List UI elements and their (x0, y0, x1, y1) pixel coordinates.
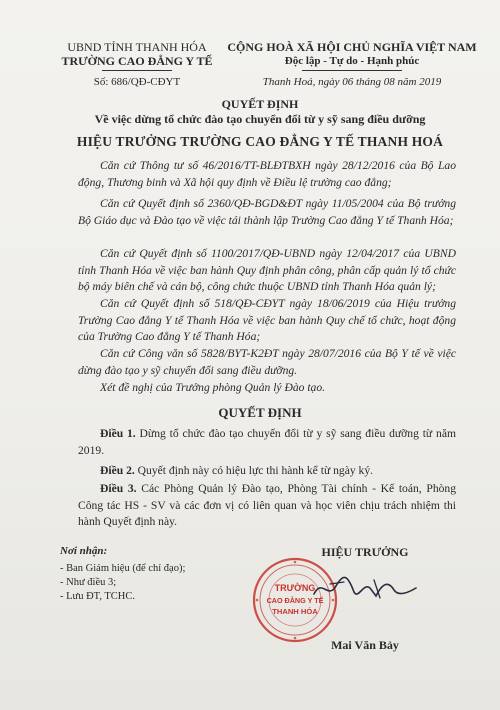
recipient-item-2: - Như điều 3; (60, 577, 117, 588)
article-3 (78, 481, 456, 531)
decision-heading: QUYẾT ĐỊNH (218, 405, 302, 420)
article-2 (78, 463, 456, 480)
issue-date: Thanh Hoá, ngày 06 tháng 08 năm 2019 (262, 76, 442, 88)
legal-basis-3: Căn cứ Quyết định số 1100/2017/QĐ-UBND ngày 12/04/2017 của UBND tỉnh Thanh Hóa về việc ban hành Quy định phân công, phân cấp quản lý tổ chức bộ máy biên chế và cán bộ, công chức thuộc UBND tỉnh Thanh Hóa quản lý; (78, 247, 456, 293)
signer-title: HIỆU TRƯỞNG (321, 545, 409, 559)
document-number: Số: 686/QĐ-CĐYT (93, 76, 181, 88)
article-3-label: Điều 3. (100, 482, 137, 495)
article-2-label: Điều 2. (100, 464, 135, 477)
legal-basis-5: Căn cứ Công văn số 5828/BYT-K2ĐT ngày 28/07/2016 của Bộ Y tế về việc dừng đào tạo y sỹ chuyển đổi sang điều dưỡng. (78, 347, 456, 377)
legal-basis-2: Căn cứ Quyết định số 2360/QĐ-BGD&ĐT ngày 11/05/2004 của Bộ trưởng Bộ Giáo dục và Đào tạo về việc tái thành lập Trường Cao đẳng Y tế Thanh Hóa; (78, 197, 456, 227)
legal-basis-4: Căn cứ Quyết định số 518/QĐ-CĐYT ngày 18/06/2019 của Hiệu trưởng Trường Cao đẳng Y tế Thanh Hóa về việc ban hành Quy chế tổ chức, hoạt động của Trường Cao đẳng Y tế Thanh Hóa; (78, 297, 456, 343)
article-1-text: Dừng tổ chức đào tạo chuyển đổi từ y sỹ sang điều dưỡng từ năm 2019. (78, 427, 456, 457)
header-right-rule (302, 70, 402, 71)
agency-name: UBND TỈNH THANH HÓA (67, 40, 207, 54)
legal-basis-6: Xét đề nghị của Trưởng phòng Quản lý Đào tạo. (100, 381, 326, 394)
recipient-item-1: - Ban Giám hiệu (để chỉ đạo); (60, 563, 186, 574)
recipient-item-3: - Lưu ĐT, TCHC. (60, 591, 136, 602)
school-name: TRƯỜNG CAO ĐẲNG Y TẾ (61, 54, 213, 68)
article-3-text: Các Phòng Quản lý Đào tạo, Phòng Tài chính - Kế toán, Phòng Công tác HS - SV và các đơn vị có liên quan và học viên chịu trách nhiệm thi hành Quyết định này. (78, 482, 456, 528)
recipients-heading: Nơi nhận: (60, 545, 108, 557)
signer-name: Mai Văn Bảy (331, 638, 399, 652)
country-name: CỘNG HOÀ XÃ HỘI CHỦ NGHĨA VIỆT NAM (227, 40, 477, 54)
national-motto: Độc lập - Tự do - Hạnh phúc (284, 55, 420, 67)
article-1 (78, 426, 456, 459)
article-2-text: Quyết định này có hiệu lực thi hành kể từ ngày ký. (134, 464, 374, 477)
issuer-title: HIỆU TRƯỞNG TRƯỜNG CAO ĐẲNG Y TẾ THANH HOÁ (76, 134, 444, 149)
stamp-line-1: TRƯỜNG (274, 583, 316, 593)
document-subtitle: Về việc dừng tổ chức đào tạo chuyển đổi từ y sỹ sang điều dưỡng (94, 112, 426, 126)
signature-icon (310, 570, 420, 604)
stamp-line-2: CAO ĐẲNG Y TẾ (266, 596, 324, 605)
header-left-rule (102, 70, 172, 71)
stamp-line-3: THANH HÓA (272, 607, 318, 616)
document-title: QUYẾT ĐỊNH (221, 97, 299, 111)
article-1-label: Điều 1. (100, 427, 136, 440)
legal-basis-1: Căn cứ Thông tư số 46/2016/TT-BLĐTBXH ngày 28/12/2016 của Bộ Lao động, Thương binh và Xã hội quy định về Điều lệ trường cao đẳng; (78, 159, 456, 189)
